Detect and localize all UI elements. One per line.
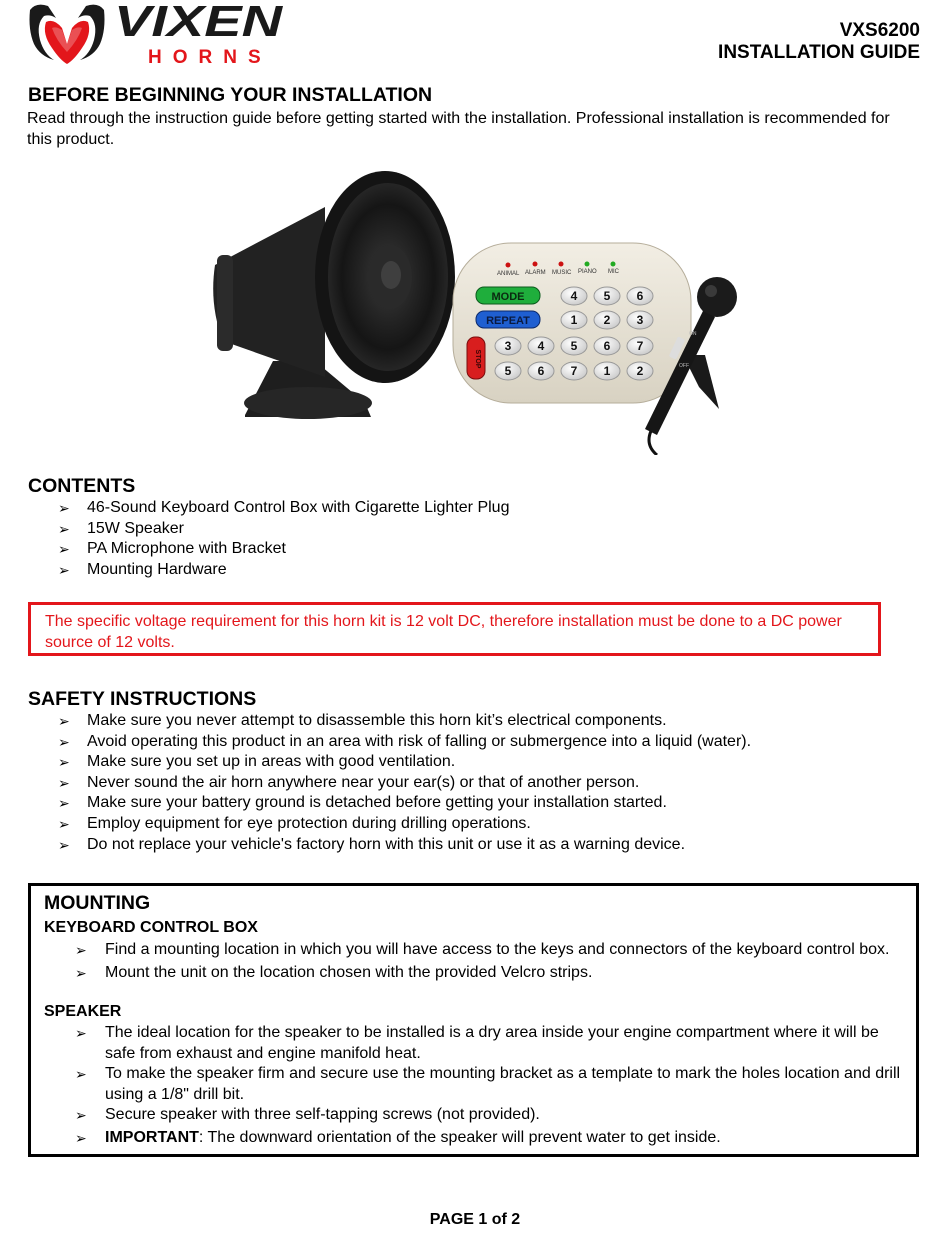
important-label: IMPORTANT — [105, 1128, 199, 1146]
svg-text:2: 2 — [603, 313, 611, 327]
contents-heading: CONTENTS — [28, 475, 136, 497]
arrow-bullet-icon: ➢ — [75, 1066, 87, 1083]
svg-text:6: 6 — [603, 339, 611, 353]
logo-word: VIXEN — [114, 0, 284, 46]
voltage-warning-box — [28, 602, 881, 656]
document-id — [718, 20, 920, 64]
svg-text:4: 4 — [537, 339, 545, 353]
list-item: ➢ To make the speaker firm and secure use the mounting bracket as a template to mark the holes location and drill using a 1/8" drill bit. — [75, 1065, 901, 1103]
list-item: ➢ Mount the unit on the location chosen with the provided Velcro strips. — [45, 963, 907, 984]
svg-text:5: 5 — [570, 339, 578, 353]
mic-switch-on: ON — [689, 331, 697, 337]
mounting-heading: MOUNTING — [44, 892, 151, 914]
list-item: ➢ Secure speaker with three self-tapping screws (not provided). — [45, 1105, 907, 1126]
arrow-bullet-icon: ➢ — [58, 541, 70, 558]
arrow-bullet-icon: ➢ — [58, 836, 70, 853]
list-item: ➢ The ideal location for the speaker to be installed is a dry area inside your engine compartment where it will be safe from exhaust and engine manifold heat. — [75, 1024, 879, 1062]
speaker-list — [45, 1023, 907, 1149]
indicator-music: MUSIC — [552, 270, 572, 276]
intro-text: Read through the instruction guide before getting started with the installation. Professional installation is recommended for this product. — [27, 110, 890, 148]
indicator-piano: PIANO — [578, 269, 597, 275]
svg-text:3: 3 — [636, 313, 644, 327]
indicator-animal: ANIMAL — [497, 271, 520, 277]
vixen-horns-logo — [26, 0, 286, 68]
svg-text:3: 3 — [504, 339, 512, 353]
svg-text:4: 4 — [570, 289, 578, 303]
list-item: ➢ PA Microphone with Bracket — [28, 539, 908, 560]
mic-switch-off: OFF — [679, 363, 689, 369]
stop-button-label: STOP — [474, 349, 481, 369]
list-item: ➢ Make sure your battery ground is detached before getting your installation started. — [28, 793, 908, 814]
svg-text:5: 5 — [504, 364, 512, 378]
arrow-bullet-icon: ➢ — [58, 815, 70, 832]
list-item: ➢ Do not replace your vehicle's factory horn with this unit or use it as a warning device. — [28, 835, 908, 856]
contents-list — [28, 498, 908, 580]
svg-text:6: 6 — [537, 364, 545, 378]
svg-text:1: 1 — [570, 313, 578, 327]
list-item: ➢ Make sure you set up in areas with good ventilation. — [28, 752, 908, 773]
arrow-bullet-icon: ➢ — [58, 733, 70, 750]
list-item: ➢ 15W Speaker — [28, 519, 908, 540]
voltage-warning-text: The specific voltage requirement for this horn kit is 12 volt DC, therefore installation must be done to a DC power source of 12 volts. — [45, 613, 842, 651]
arrow-bullet-icon: ➢ — [58, 561, 70, 578]
model-number: VXS6200 — [839, 20, 920, 41]
svg-text:2: 2 — [636, 364, 644, 378]
indicator-mic: MIC — [608, 269, 619, 275]
arrow-bullet-icon: ➢ — [75, 1025, 87, 1041]
arrow-bullet-icon: ➢ — [58, 774, 70, 791]
list-item: ➢ Make sure you never attempt to disassemble this horn kit’s electrical components. — [28, 711, 908, 732]
safety-list — [28, 711, 908, 855]
document-title: INSTALLATION GUIDE — [718, 42, 920, 63]
list-item: ➢ Employ equipment for eye protection during drilling operations. — [28, 814, 908, 835]
svg-text:7: 7 — [570, 364, 578, 378]
speaker-heading: SPEAKER — [44, 1003, 122, 1020]
repeat-button-label: REPEAT — [486, 315, 530, 327]
logo-sub: HORNS — [148, 47, 272, 68]
intro-heading: BEFORE BEGINNING YOUR INSTALLATION — [28, 84, 433, 106]
list-item: ➢ Never sound the air horn anywhere near your ear(s) or that of another person. — [28, 773, 908, 794]
list-item: ➢ Mounting Hardware — [28, 560, 908, 581]
page-number: PAGE 1 of 2 — [429, 1211, 521, 1228]
safety-heading: SAFETY INSTRUCTIONS — [28, 688, 257, 710]
arrow-bullet-icon: ➢ — [75, 1107, 87, 1124]
svg-text:1: 1 — [603, 364, 611, 378]
mounting-box — [28, 883, 919, 1157]
arrow-bullet-icon: ➢ — [58, 713, 70, 729]
arrow-bullet-icon: ➢ — [58, 520, 70, 537]
product-image — [205, 165, 750, 455]
list-item: ➢ 46-Sound Keyboard Control Box with Cigarette Lighter Plug — [28, 498, 908, 519]
arrow-bullet-icon: ➢ — [75, 942, 87, 958]
arrow-bullet-icon: ➢ — [58, 500, 70, 516]
list-item: ➢ Find a mounting location in which you will have access to the keys and connectors of the keyboard control box. — [45, 940, 907, 961]
svg-text:7: 7 — [636, 339, 644, 353]
arrow-bullet-icon: ➢ — [75, 1129, 87, 1146]
indicator-alarm: ALARM — [525, 270, 546, 276]
arrow-bullet-icon: ➢ — [58, 795, 70, 812]
mode-button-label: MODE — [491, 291, 525, 303]
keyboard-list — [45, 940, 907, 983]
arrow-bullet-icon: ➢ — [58, 754, 70, 771]
keyboard-heading: KEYBOARD CONTROL BOX — [44, 919, 258, 936]
list-item: ➢ Avoid operating this product in an area with risk of falling or submergence into a liquid (water). — [28, 732, 908, 753]
arrow-bullet-icon: ➢ — [75, 964, 87, 981]
list-item: ➢ IMPORTANT: The downward orientation of the speaker will prevent water to get inside. — [45, 1128, 907, 1149]
svg-text:6: 6 — [636, 289, 644, 303]
svg-text:5: 5 — [603, 289, 611, 303]
